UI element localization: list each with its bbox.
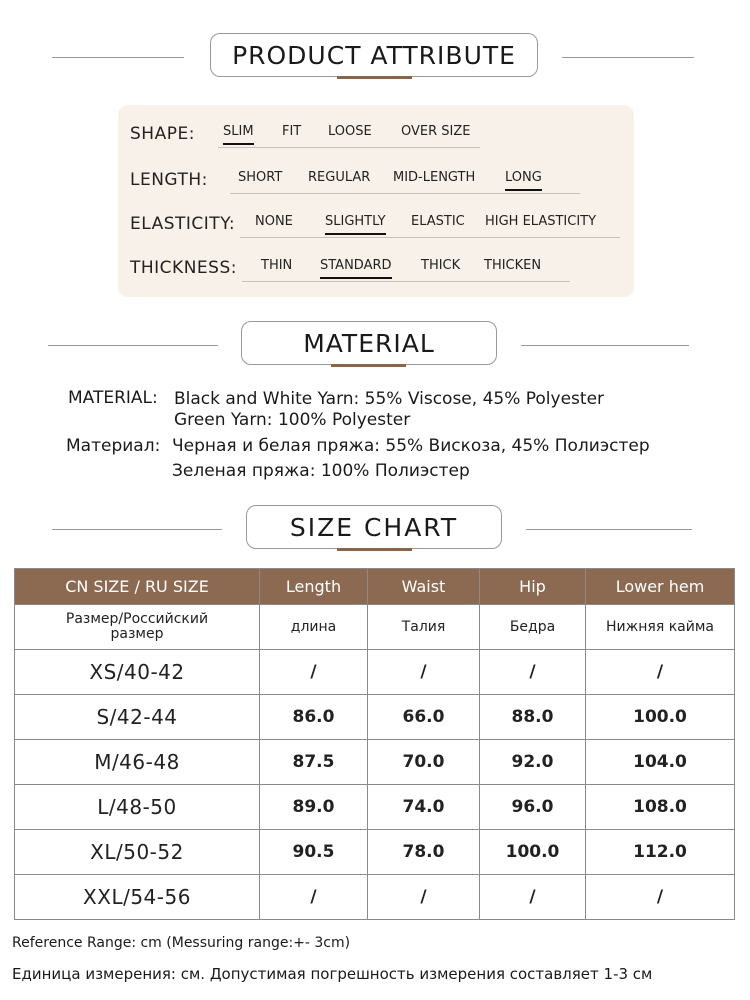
lower-hem-cell: 112.0	[586, 830, 735, 875]
material-header	[0, 321, 750, 371]
lower-hem-cell: 108.0	[586, 785, 735, 830]
subheader-length: длина	[260, 605, 368, 650]
size-cell: S/42-44	[15, 695, 260, 740]
lower-hem-cell: 100.0	[586, 695, 735, 740]
attr-option-selected: STANDARD	[320, 258, 392, 273]
attr-option-selected: SLIM	[223, 124, 254, 139]
col-header-length: Length	[260, 569, 368, 605]
table-row	[15, 650, 735, 695]
material-line-en-2: Green Yarn: 100% Polyester	[174, 410, 411, 430]
length-cell: /	[260, 875, 368, 920]
attr-option: HIGH ELASTICITY	[485, 214, 597, 229]
hip-cell: /	[480, 650, 586, 695]
divider-line	[562, 57, 694, 58]
hip-cell: /	[480, 875, 586, 920]
attr-option: SHORT	[238, 170, 283, 185]
col-header-hip: Hip	[480, 569, 586, 605]
attr-option: REGULAR	[308, 170, 371, 185]
attr-label: LENGTH:	[130, 170, 208, 190]
attr-rule	[242, 281, 570, 282]
attr-label: ELASTICITY:	[130, 214, 236, 234]
size-cell: L/48-50	[15, 785, 260, 830]
table-row	[15, 785, 735, 830]
attr-label: THICKNESS:	[130, 258, 237, 278]
waist-cell: 78.0	[368, 830, 480, 875]
accent-bar	[331, 364, 406, 367]
table-row	[15, 875, 735, 920]
attr-option-selected: LONG	[505, 170, 542, 185]
attr-rule	[218, 147, 480, 148]
attr-label: SHAPE:	[130, 124, 195, 144]
lower-hem-cell: /	[586, 650, 735, 695]
attr-option: THICK	[421, 258, 461, 273]
divider-line	[526, 529, 692, 530]
size-chart-table	[14, 568, 735, 920]
attr-row-thickness	[130, 252, 620, 282]
size-chart-header	[0, 505, 750, 555]
material-line-en-1: Black and White Yarn: 55% Viscose, 45% Polyester	[174, 389, 605, 409]
size-cell: M/46-48	[15, 740, 260, 785]
length-cell: 90.5	[260, 830, 368, 875]
hip-cell: 96.0	[480, 785, 586, 830]
reference-note-en: Reference Range: cm (Messuring range:+- 3cm)	[12, 935, 351, 951]
hip-cell: 88.0	[480, 695, 586, 740]
size-chart-title: SIZE CHART	[246, 505, 502, 549]
attr-row-shape	[130, 118, 620, 148]
material-label-en: MATERIAL:	[68, 388, 158, 408]
table-row	[15, 830, 735, 875]
table-row	[15, 740, 735, 785]
waist-cell: 66.0	[368, 695, 480, 740]
accent-bar	[337, 76, 412, 79]
attr-option-selected: SLIGHTLY	[325, 214, 386, 229]
product-attribute-title: PRODUCT ATTRIBUTE	[210, 33, 538, 77]
attr-option: FIT	[282, 124, 302, 139]
attr-rule	[240, 237, 620, 238]
attr-rule	[230, 193, 580, 194]
waist-cell: /	[368, 650, 480, 695]
attr-row-length	[130, 164, 620, 194]
subheader-waist: Талия	[368, 605, 480, 650]
divider-line	[52, 57, 184, 58]
material-title: MATERIAL	[241, 321, 497, 365]
length-cell: 86.0	[260, 695, 368, 740]
length-cell: 89.0	[260, 785, 368, 830]
col-header-waist: Waist	[368, 569, 480, 605]
attr-option: NONE	[255, 214, 293, 229]
waist-cell: /	[368, 875, 480, 920]
accent-bar	[337, 548, 412, 551]
subheader-hip: Бедра	[480, 605, 586, 650]
waist-cell: 70.0	[368, 740, 480, 785]
divider-line	[48, 345, 218, 346]
subheader-size: Размер/Российский размер	[15, 605, 260, 650]
material-line-ru-2: Зеленая пряжа: 100% Полиэстер	[172, 461, 470, 481]
col-header-size: CN SIZE / RU SIZE	[15, 569, 260, 605]
size-cell: XXL/54-56	[15, 875, 260, 920]
attr-option: MID-LENGTH	[393, 170, 476, 185]
table-subheader-row	[15, 605, 735, 650]
waist-cell: 74.0	[368, 785, 480, 830]
reference-note-ru: Единица измерения: см. Допустимая погрешность измерения составляет 1-3 см	[12, 965, 653, 983]
length-cell: 87.5	[260, 740, 368, 785]
size-cell: XL/50-52	[15, 830, 260, 875]
table-header-row	[15, 569, 735, 605]
hip-cell: 100.0	[480, 830, 586, 875]
attr-option: LOOSE	[328, 124, 372, 139]
attr-option: THIN	[261, 258, 293, 273]
table-row	[15, 695, 735, 740]
divider-line	[52, 529, 222, 530]
material-label-ru: Материал:	[66, 436, 161, 456]
attr-option: OVER SIZE	[401, 124, 471, 139]
lower-hem-cell: /	[586, 875, 735, 920]
attribute-panel	[118, 105, 634, 297]
attr-option: THICKEN	[484, 258, 542, 273]
divider-line	[521, 345, 689, 346]
material-line-ru-1: Черная и белая пряжа: 55% Вискоза, 45% Полиэстер	[172, 436, 650, 456]
subheader-lower-hem: Нижняя кайма	[586, 605, 735, 650]
hip-cell: 92.0	[480, 740, 586, 785]
attr-option: ELASTIC	[411, 214, 465, 229]
attr-row-elasticity	[130, 208, 620, 238]
size-cell: XS/40-42	[15, 650, 260, 695]
col-header-lower-hem: Lower hem	[586, 569, 735, 605]
product-attribute-header	[0, 33, 750, 83]
lower-hem-cell: 104.0	[586, 740, 735, 785]
length-cell: /	[260, 650, 368, 695]
